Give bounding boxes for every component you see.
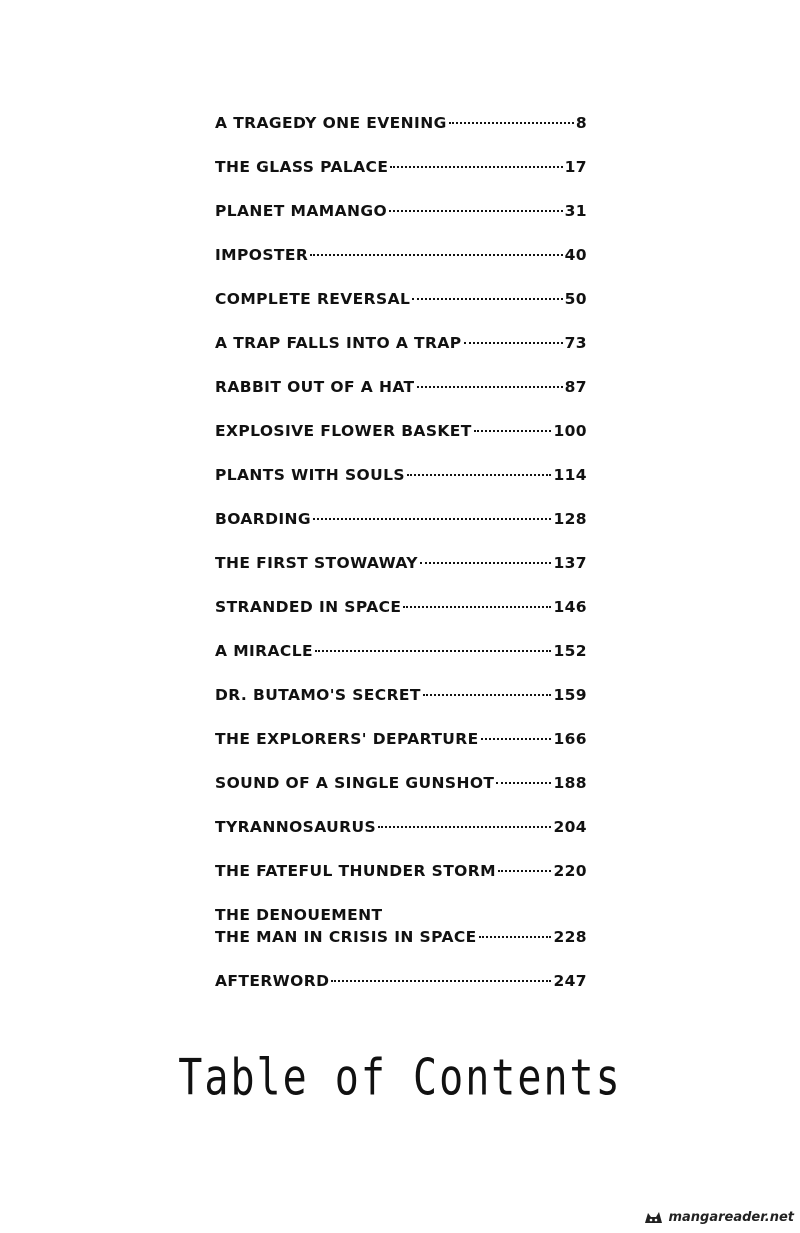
- dot-leader: [496, 782, 551, 784]
- toc-entry-page: 146: [553, 598, 587, 616]
- dot-leader: [389, 210, 563, 212]
- cat-logo-icon: [643, 1209, 665, 1225]
- toc-entry: [215, 156, 587, 200]
- toc-entry: [215, 904, 587, 970]
- toc-entry-page: 73: [564, 334, 587, 352]
- toc-list: [215, 112, 587, 1014]
- toc-entry: [215, 970, 587, 1014]
- toc-entry-title: SOUND OF A SINGLE GUNSHOT: [215, 774, 495, 792]
- toc-entry: [215, 112, 587, 156]
- toc-entry-page: 228: [553, 928, 587, 946]
- toc-entry: [215, 684, 587, 728]
- toc-entry: [215, 640, 587, 684]
- toc-entry-title: THE FIRST STOWAWAY: [215, 554, 418, 572]
- toc-entry: [215, 332, 587, 376]
- toc-entry-page: 188: [553, 774, 587, 792]
- toc-entry-page: 247: [553, 972, 587, 990]
- toc-entry: [215, 376, 587, 420]
- watermark-text: mangareader.net: [668, 1209, 794, 1225]
- toc-entry-page: 128: [553, 510, 587, 528]
- dot-leader: [313, 518, 551, 520]
- toc-entry-page: 166: [553, 730, 587, 748]
- toc-entry: [215, 464, 587, 508]
- toc-entry-title: THE EXPLORERS' DEPARTURE: [215, 730, 479, 748]
- toc-entry-title: DR. BUTAMO'S SECRET: [215, 686, 421, 704]
- toc-entry-page: 87: [564, 378, 587, 396]
- toc-entry-title: THE GLASS PALACE: [215, 158, 389, 176]
- toc-entry-title: PLANTS WITH SOULS: [215, 466, 405, 484]
- toc-entry: [215, 200, 587, 244]
- dot-leader: [479, 936, 552, 938]
- toc-entry: [215, 288, 587, 332]
- toc-entry-page: 8: [575, 114, 587, 132]
- toc-entry: [215, 816, 587, 860]
- watermark: [643, 1209, 794, 1225]
- toc-entry-page: 159: [553, 686, 587, 704]
- toc-entry-page: 152: [553, 642, 587, 660]
- toc-entry-page: 17: [564, 158, 587, 176]
- dot-leader: [378, 826, 551, 828]
- dot-leader: [464, 342, 563, 344]
- dot-leader: [331, 980, 551, 982]
- toc-entry-page: 100: [553, 422, 587, 440]
- dot-leader: [403, 606, 551, 608]
- toc-entry-page: 220: [553, 862, 587, 880]
- page-title: Table of Contents: [178, 1049, 622, 1107]
- toc-entry-title: PLANET MAMANGO: [215, 202, 388, 220]
- toc-entry: [215, 772, 587, 816]
- toc-entry: [215, 420, 587, 464]
- dot-leader: [474, 430, 552, 432]
- toc-entry-title: A TRAGEDY ONE EVENING: [215, 114, 447, 132]
- toc-entry: [215, 508, 587, 552]
- dot-leader: [412, 298, 562, 300]
- toc-entry: [215, 728, 587, 772]
- toc-entry-page: 114: [553, 466, 587, 484]
- toc-entry-title: AFTERWORD: [215, 972, 330, 990]
- toc-entry: [215, 244, 587, 288]
- dot-leader: [449, 122, 574, 124]
- toc-entry: [215, 860, 587, 904]
- toc-entry-title: STRANDED IN SPACE: [215, 598, 402, 616]
- dot-leader: [310, 254, 562, 256]
- dot-leader: [390, 166, 562, 168]
- dot-leader: [423, 694, 552, 696]
- toc-entry: [215, 552, 587, 596]
- toc-entry-page: 40: [564, 246, 587, 264]
- toc-entry-title: RABBIT OUT OF A HAT: [215, 378, 415, 396]
- toc-entry-title: THE FATEFUL THUNDER STORM: [215, 862, 496, 880]
- toc-entry-title: COMPLETE REVERSAL: [215, 290, 411, 308]
- toc-entry: [215, 596, 587, 640]
- toc-entry-title: EXPLOSIVE FLOWER BASKET: [215, 422, 472, 440]
- toc-entry-title: THE MAN IN CRISIS IN SPACE: [215, 928, 477, 946]
- toc-entry-title: A TRAP FALLS INTO A TRAP: [215, 334, 462, 352]
- toc-entry-title: BOARDING: [215, 510, 312, 528]
- toc-entry-page: 50: [564, 290, 587, 308]
- toc-entry-page: 137: [553, 554, 587, 572]
- toc-entry-title-line1: THE DENOUEMENT: [215, 906, 383, 924]
- dot-leader: [498, 870, 552, 872]
- dot-leader: [420, 562, 552, 564]
- toc-entry-title: A MIRACLE: [215, 642, 313, 660]
- toc-entry-title: TYRANNOSAURUS: [215, 818, 377, 836]
- dot-leader: [407, 474, 552, 476]
- dot-leader: [315, 650, 551, 652]
- dot-leader: [417, 386, 563, 388]
- toc-entry-page: 204: [553, 818, 587, 836]
- dot-leader: [481, 738, 552, 740]
- toc-entry-page: 31: [564, 202, 587, 220]
- toc-entry-title: IMPOSTER: [215, 246, 309, 264]
